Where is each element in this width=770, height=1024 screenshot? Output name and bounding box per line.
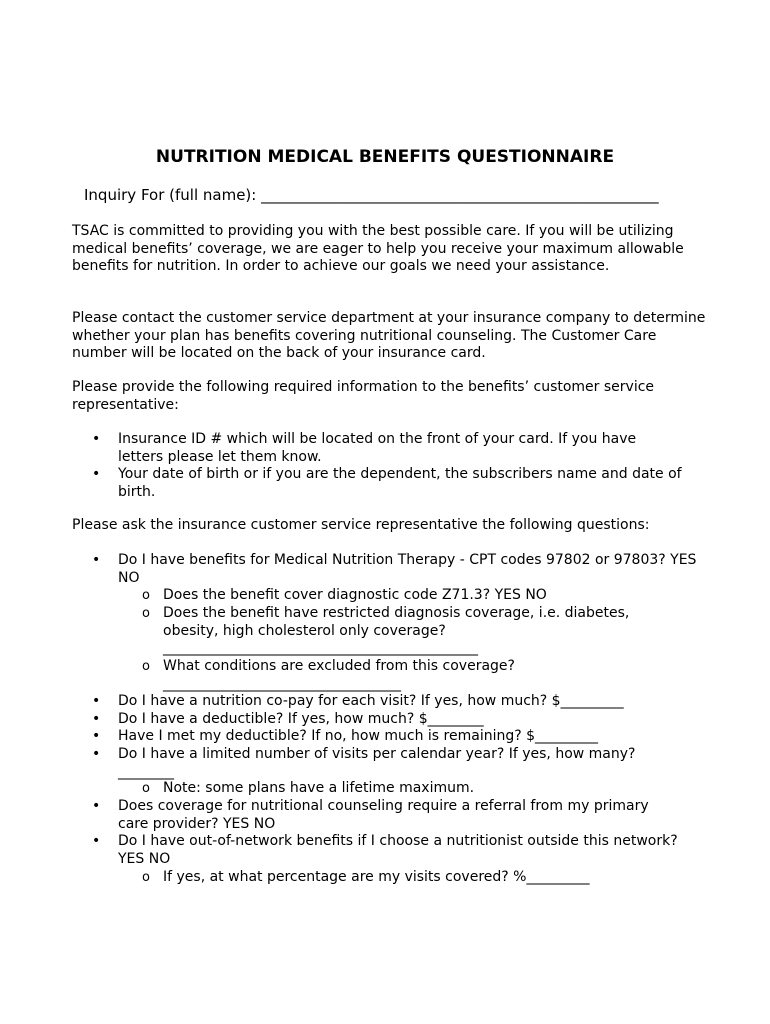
provide-info-paragraph: Please provide the following required information to the benefits’ customer service representative:: [72, 379, 655, 413]
question-restricted-diagnosis-text: Does the benefit have restricted diagnosis coverage, i.e. diabetes, obesity, high cholesterol only coverage? _____________________________________________: [163, 605, 630, 656]
ask-questions-paragraph: Please ask the insurance customer service representative the following questions:: [72, 517, 650, 533]
question-out-of-network-percentage: [142, 869, 703, 887]
sub-bullet-marker: o: [142, 588, 150, 603]
question-visit-limit: • Do I have a limited number of visits per calendar year? If yes, how many? ________: [118, 746, 678, 781]
question-mnt-benefits: • Do I have benefits for Medical Nutrition Therapy - CPT codes 97802 or 97803? YES NO: [118, 552, 708, 587]
question-restricted-diagnosis: [142, 605, 663, 658]
inquiry-full-name-field: Inquiry For (full name): _____________________________________________________: [84, 186, 659, 204]
question-out-of-network-percentage-text: If yes, at what percentage are my visits covered? %_________: [163, 869, 590, 885]
list-item-insurance-id: • Insurance ID # which will be located on the front of your card. If you have letters please let them know.: [118, 431, 678, 466]
sub-bullet-marker: o: [142, 870, 150, 885]
question-deductible-met: • Have I met my deductible? If no, how much is remaining? $_________: [118, 728, 718, 746]
sub-bullet-marker: o: [142, 781, 150, 796]
question-diagnostic-code-text: Does the benefit cover diagnostic code Z71.3? YES NO: [163, 587, 547, 603]
intro-paragraph: TSAC is committed to providing you with the best possible care. If you will be utilizing medical benefits’ coverage, we are eager to help you receive your maximum allowable benefits for nutrition. In order to achieve our goals we need your assistance.: [72, 223, 684, 274]
question-diagnostic-code: [142, 587, 703, 605]
note-lifetime-maximum-text: Note: some plans have a lifetime maximum.: [163, 780, 475, 796]
document-title: NUTRITION MEDICAL BENEFITS QUESTIONNAIRE: [155, 147, 615, 167]
question-out-of-network: • Do I have out-of-network benefits if I choose a nutritionist outside this network? YES NO: [118, 833, 708, 868]
question-deductible: • Do I have a deductible? If yes, how much? $________: [118, 711, 718, 729]
question-excluded-conditions: [142, 658, 543, 693]
sub-bullet-marker: o: [142, 659, 150, 674]
question-referral: • Does coverage for nutritional counseling require a referral from my primary care provider? YES NO: [118, 798, 678, 833]
question-copay: • Do I have a nutrition co-pay for each visit? If yes, how much? $_________: [118, 693, 718, 711]
sub-bullet-marker: o: [142, 606, 150, 621]
list-item-date-of-birth: • Your date of birth or if you are the dependent, the subscribers name and date of birth.: [118, 466, 698, 501]
question-excluded-conditions-text: What conditions are excluded from this coverage? __________________________________: [163, 658, 515, 692]
note-lifetime-maximum: [142, 780, 703, 798]
contact-paragraph: Please contact the customer service department at your insurance company to determine whether your plan has benefits covering nutritional counseling. The Customer Care number will be located on the back of your insurance card.: [72, 310, 706, 361]
